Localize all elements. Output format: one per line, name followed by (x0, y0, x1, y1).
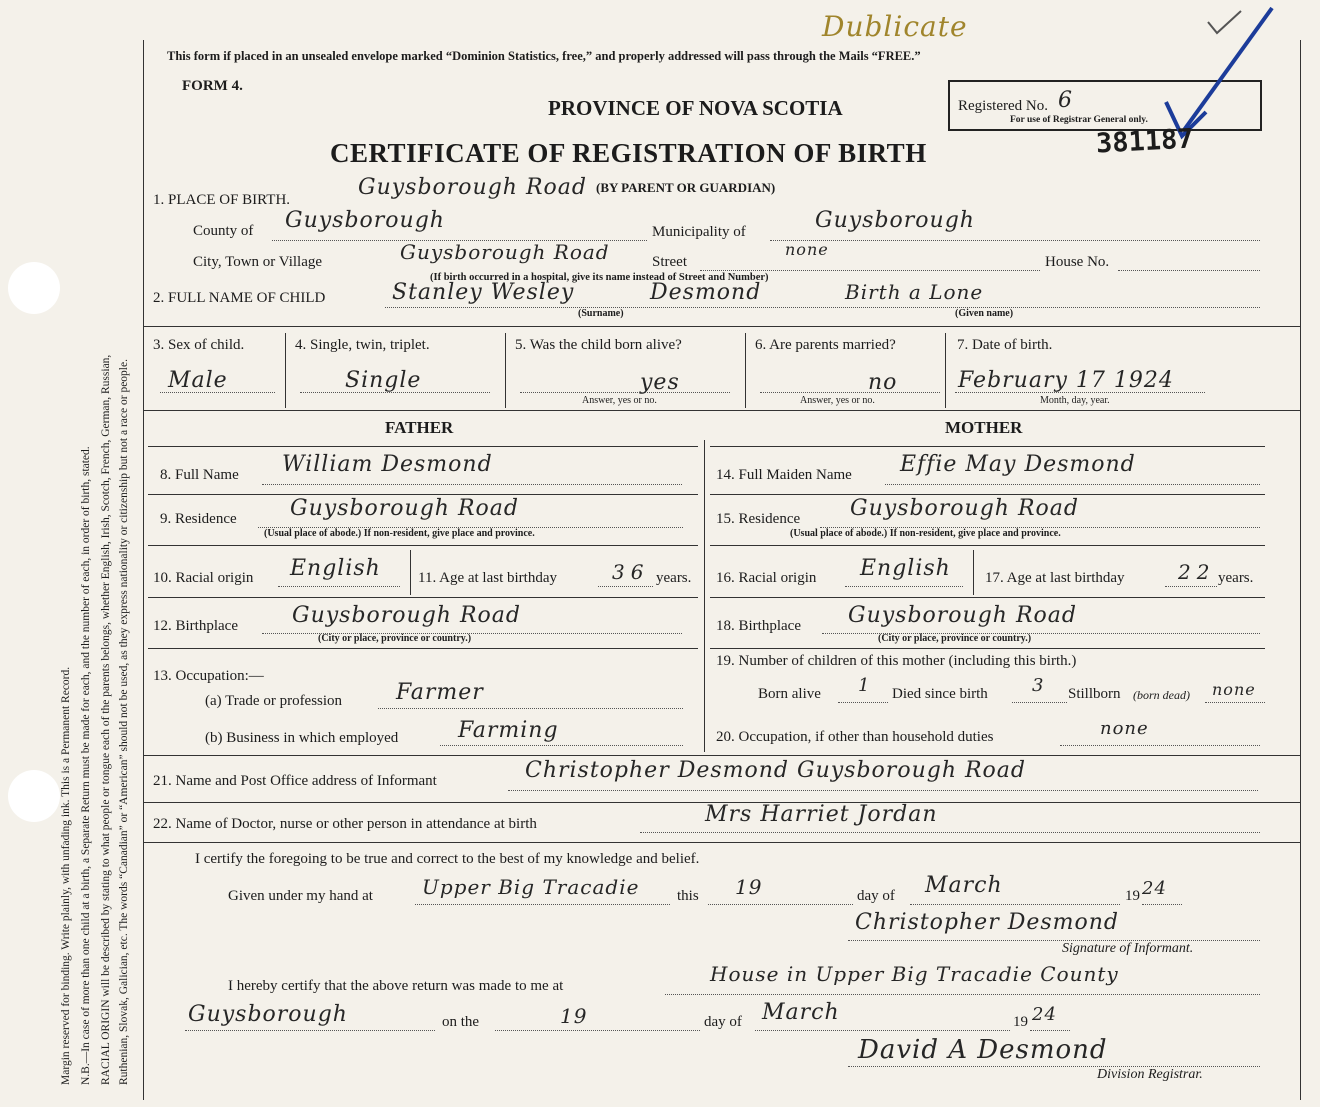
mother-birthplace-label: 18. Birthplace (716, 618, 801, 634)
registrar-county-line (185, 1030, 435, 1031)
child-name-label: 2. FULL NAME OF CHILD (153, 290, 326, 306)
mother-racial-label: 16. Racial origin (716, 570, 817, 586)
house-line (1118, 270, 1260, 271)
registered-label: Registered No. (958, 98, 1048, 114)
father-row-line-3 (148, 545, 698, 546)
given-year-prefix: 19 (1125, 888, 1140, 904)
father-header: FATHER (385, 418, 454, 437)
father-racial-value: English (290, 556, 381, 581)
father-residence-label: 9. Residence (160, 511, 237, 527)
born-alive-note: Answer, yes or no. (582, 395, 657, 406)
division-registrar-label: Division Registrar. (1097, 1067, 1203, 1082)
county-label: County of (193, 223, 254, 239)
registrar-year-line (1030, 1030, 1070, 1031)
given-under-hand-label: Given under my hand at (228, 888, 373, 904)
given-place-line (415, 904, 670, 905)
given-month-value: March (925, 873, 1003, 898)
plurality-value: Single (345, 368, 422, 393)
parents-center-divider (704, 440, 705, 752)
father-row-line-1 (148, 446, 698, 447)
stillborn-note: (born dead) (1133, 688, 1190, 702)
doctor-line (640, 832, 1260, 833)
father-occupation-label: 13. Occupation:— (153, 668, 264, 684)
plurality-line (300, 392, 490, 393)
doctor-value: Mrs Harriet Jordan (705, 802, 938, 827)
father-age-label: 11. Age at last birthday (418, 570, 557, 586)
father-row-line-4 (148, 597, 698, 598)
mother-occupation-value: none (1100, 718, 1149, 739)
mother-occupation-label: 20. Occupation, if other than household duties (716, 729, 994, 745)
father-trade-line (378, 708, 683, 709)
mother-birthplace-value: Guysborough Road (848, 603, 1077, 628)
father-row-line-5 (148, 648, 698, 649)
father-name-line (262, 484, 682, 485)
mother-name-line (885, 484, 1260, 485)
certificate-title: CERTIFICATE OF REGISTRATION OF BIRTH (330, 138, 927, 168)
top-notice: This form if placed in an unsealed envelope marked “Dominion Statistics, free,” and properly addressed will pass through the Mails “FREE.” (167, 49, 921, 63)
margin-note-multiple-births: N.B.—In case of more than one child at a birth, a Separate Return must be made for each, and the number of each, in order of birth, stated. (80, 446, 92, 1085)
father-name-label: 8. Full Name (160, 467, 239, 483)
doctor-label: 22. Name of Doctor, nurse or other person in attendance at birth (153, 816, 537, 832)
father-years-label: years. (656, 570, 692, 586)
divider-top-fields (144, 326, 1300, 327)
margin-note-racial-origin: RACIAL ORIGIN will be described by stating to what people or tongue each of the parents belongs, whether English, Irish, Scotch, French, German, Russian, (100, 354, 112, 1085)
municipality-value: Guysborough (815, 208, 975, 233)
father-age-value: 36 (612, 560, 650, 584)
father-racial-line (278, 586, 400, 587)
born-alive-count-line (838, 702, 888, 703)
father-racial-divider (410, 550, 411, 595)
certificate-number: 381187 (1095, 123, 1195, 160)
place-of-birth-value: Guysborough Road (358, 175, 587, 200)
father-birthplace-note: (City or place, province or country.) (318, 633, 472, 644)
sex-value: Male (168, 368, 228, 393)
informant-line (508, 790, 1258, 791)
registrar-year-prefix: 19 (1013, 1014, 1028, 1030)
registrar-place-line (665, 994, 1260, 995)
sex-line (160, 392, 275, 393)
registrar-statement: I hereby certify that the above return was made to me at (228, 978, 564, 994)
mother-row-line-4 (710, 597, 1265, 598)
surname-caption: (Surname) (578, 308, 624, 319)
on-the-label: on the (442, 1014, 480, 1030)
place-of-birth-label: 1. PLACE OF BIRTH. (153, 192, 291, 208)
mother-row-line-3 (710, 545, 1265, 546)
mother-occupation-line (1060, 745, 1260, 746)
parents-married-value: no (868, 370, 898, 395)
given-year-suffix: 24 (1142, 878, 1167, 899)
given-day-of-label: day of (857, 888, 895, 904)
certify-statement: I certify the foregoing to be true and correct to the best of my knowledge and belief. (195, 851, 700, 867)
divider-parents (144, 410, 1300, 411)
father-birthplace-value: Guysborough Road (292, 603, 521, 628)
registrar-month-line (755, 1030, 1010, 1031)
this-label: this (677, 888, 699, 904)
registered-value: 6 (1058, 88, 1073, 113)
informant-value: Christopher Desmond Guysborough Road (525, 758, 1026, 783)
parents-married-label: 6. Are parents married? (755, 337, 896, 353)
punch-hole-bottom (8, 770, 60, 822)
informant-signature: Christopher Desmond (855, 910, 1120, 935)
registrar-year-suffix: 24 (1032, 1004, 1057, 1025)
mother-birthplace-note: (City or place, province or country.) (878, 633, 1032, 644)
field-divider-1 (285, 333, 286, 408)
date-of-birth-value: February 17 1924 (958, 368, 1174, 393)
sex-label: 3. Sex of child. (153, 337, 245, 353)
county-value: Guysborough (285, 208, 445, 233)
right-border (1300, 40, 1301, 1100)
date-of-birth-label: 7. Date of birth. (957, 337, 1053, 353)
street-value: none (785, 240, 829, 259)
date-of-birth-note: Month, day, year. (1040, 395, 1110, 406)
father-business-label: (b) Business in which employed (205, 730, 399, 746)
hospital-note: (If birth occurred in a hospital, give its name instead of Street and Number) (430, 272, 769, 283)
street-line (700, 270, 1040, 271)
mother-row-line-1 (710, 446, 1265, 447)
born-alive-line (520, 392, 730, 393)
given-year-line (1142, 904, 1182, 905)
registrar-month-value: March (762, 1000, 840, 1025)
given-day-line (708, 904, 853, 905)
mother-children-label: 19. Number of children of this mother (including this birth.) (716, 653, 1077, 669)
form-number: FORM 4. (182, 78, 243, 94)
father-trade-label: (a) Trade or profession (205, 693, 343, 709)
punch-hole-top (8, 262, 60, 314)
field-divider-4 (945, 333, 946, 408)
registrar-day-value: 19 (560, 1004, 588, 1028)
father-business-line (440, 745, 683, 746)
father-residence-note: (Usual place of abode.) If non-resident, give place and province. (264, 528, 535, 539)
stillborn-line (1205, 702, 1265, 703)
child-name-extra: Birth a Lone (845, 280, 984, 304)
informant-signature-line (848, 940, 1260, 941)
duplicate-note: Dublicate (822, 10, 968, 43)
mother-age-label: 17. Age at last birthday (985, 570, 1125, 586)
child-name-line (385, 307, 1260, 308)
mother-residence-label: 15. Residence (716, 511, 801, 527)
mother-header: MOTHER (945, 418, 1023, 437)
parents-married-note: Answer, yes or no. (800, 395, 875, 406)
informant-label: 21. Name and Post Office address of Informant (153, 773, 437, 789)
given-name-caption: (Given name) (955, 308, 1014, 319)
mother-racial-line (845, 586, 963, 587)
informant-signature-label: Signature of Informant. (1062, 941, 1194, 956)
father-racial-label: 10. Racial origin (153, 570, 254, 586)
date-of-birth-line (955, 392, 1205, 393)
mother-racial-divider (973, 550, 974, 595)
stillborn-label: Stillborn (1068, 686, 1121, 702)
child-given-names: Stanley Wesley (392, 280, 575, 305)
father-row-line-2 (148, 494, 698, 495)
given-month-line (910, 904, 1120, 905)
died-since-birth-label: Died since birth (892, 686, 988, 702)
parent-guardian-note: (BY PARENT OR GUARDIAN) (596, 180, 776, 195)
divider-informant (144, 755, 1300, 756)
divider-certification (144, 842, 1300, 843)
field-divider-2 (505, 333, 506, 408)
given-day-value: 19 (735, 875, 763, 899)
mother-years-label: years. (1218, 570, 1254, 586)
registrar-day-line (495, 1030, 700, 1031)
born-alive-label: 5. Was the child born alive? (515, 337, 682, 353)
mother-age-value: 22 (1178, 560, 1216, 584)
born-alive-value: yes (640, 370, 680, 395)
street-label: Street (652, 254, 687, 270)
parents-married-line (760, 392, 940, 393)
mother-row-line-2 (710, 494, 1265, 495)
born-alive-count-label: Born alive (758, 686, 821, 702)
father-trade-value: Farmer (396, 680, 484, 705)
registrar-use-note: For use of Registrar General only. (1010, 115, 1148, 125)
given-place-value: Upper Big Tracadie (422, 875, 640, 899)
margin-note-binding: Margin reserved for binding. Write plainly, with unfading ink. This is a Permanent Record. (60, 666, 72, 1085)
born-alive-count-value: 1 (858, 675, 871, 696)
plurality-label: 4. Single, twin, triplet. (295, 337, 430, 353)
mother-row-line-5 (710, 648, 1265, 649)
margin-note-racial-origin-2: Ruthenian, Slovak, Galician, etc. The words “Canadian” or “American” should not be used, as they express nationality or citizenship but not a race or people. (118, 359, 130, 1085)
registrar-county-value: Guysborough (188, 1002, 348, 1027)
registrar-day-of-label: day of (704, 1014, 742, 1030)
father-business-value: Farming (458, 718, 559, 743)
stillborn-value: none (1212, 680, 1256, 699)
child-surname: Desmond (650, 280, 762, 305)
mother-name-value: Effie May Desmond (900, 452, 1136, 477)
mother-racial-value: English (860, 556, 951, 581)
registrar-signature: David A Desmond (858, 1035, 1108, 1065)
mother-name-label: 14. Full Maiden Name (716, 467, 852, 483)
died-since-birth-line (1012, 702, 1067, 703)
municipality-label: Municipality of (652, 224, 746, 240)
died-since-birth-value: 3 (1032, 675, 1045, 696)
city-value: Guysborough Road (400, 240, 610, 264)
left-border (143, 40, 144, 1100)
registrar-place-value: House in Upper Big Tracadie County (710, 962, 1119, 986)
city-label: City, Town or Village (193, 254, 323, 270)
father-name-value: William Desmond (282, 452, 493, 477)
father-age-line (598, 586, 653, 587)
father-birthplace-label: 12. Birthplace (153, 618, 238, 634)
field-divider-3 (745, 333, 746, 408)
mother-age-line (1165, 586, 1217, 587)
house-label: House No. (1045, 254, 1110, 270)
mother-residence-value: Guysborough Road (850, 496, 1079, 521)
province-heading: PROVINCE OF NOVA SCOTIA (548, 96, 843, 120)
mother-residence-note: (Usual place of abode.) If non-resident, give place and province. (790, 528, 1061, 539)
father-residence-value: Guysborough Road (290, 496, 519, 521)
municipality-line (770, 240, 1260, 241)
